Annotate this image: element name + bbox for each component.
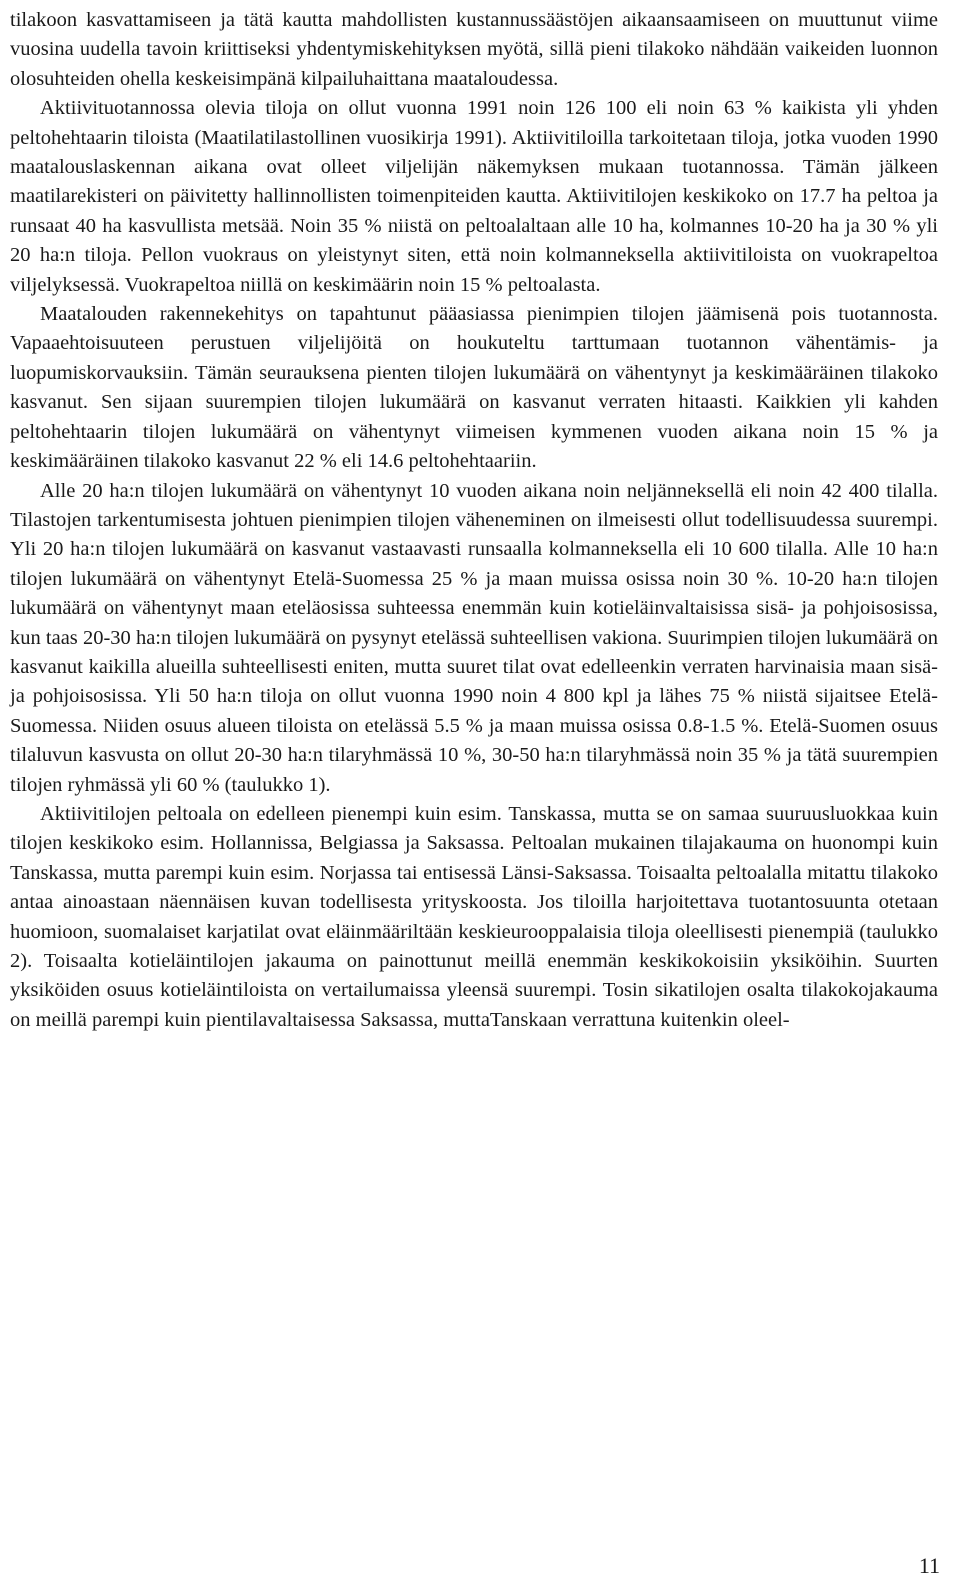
- paragraph-active-farms: Aktiivituotannossa olevia tiloja on ollut vuonna 1991 noin 126 100 eli noin 63 % kaikista yli yhden peltohehtaarin tiloista (Maatilatilastollinen vuosikirja 1991). Aktiivitiloilla tarkoitetaan tiloja, jotka vuoden 1990 maatalouslaskennan aikana ovat olleet viljelijän näkemyksen mukaan tuotannossa. Tämän jälkeen maatilarekisteri on päivitetty hallinnollisten toimenpiteiden kautta. Aktiivitilojen keskikoko on 17.7 ha peltoa ja runsaat 40 ha kasvullista metsää. Noin 35 % niistä on peltoalaltaan alle 10 ha, kolmannes 10-20 ha ja 30 % yli 20 ha:n tiloja. Pellon vuokraus on yleistynyt siten, että noin kolmanneksella aktiivitiloista on vuokrapeltoa viljelyksessä. Vuokrapeltoa niillä on keskimäärin noin 15 % peltoalasta.: [10, 97, 938, 296]
- page-number: 11: [918, 1553, 940, 1578]
- paragraph-farm-counts: Alle 20 ha:n tilojen lukumäärä on vähentynyt 10 vuoden aikana noin neljänneksellä eli noin 42 400 tilalla. Tilastojen tarkentumisesta johtuen pienimpien tilojen väheneminen on ilmeisesti ollut todellisuudessa suurempi. Yli 20 ha:n tilojen lukumäärä on kasvanut vastaavasti runsaalla kolmanneksella eli 10 600 tilalla. Alle 10 ha:n tilojen lukumäärä on vähentynyt Etelä-Suomessa 25 % ja maan muissa osissa noin 30 %. 10-20 ha:n tilojen lukumäärä on vähentynyt maan eteläosissa suhteessa enemmän kuin kotieläinvaltaisissa sisä- ja pohjoisosissa, kun taas 20-30 ha:n tilojen lukumäärä on pysynyt etelässä suhteellisen vakiona. Suurimpien tilojen lukumäärä on kasvanut kaikilla alueilla suhteellisesti eniten, mutta suuret tilat ovat edelleenkin verraten harvinaisia maan sisä- ja pohjoisosissa. Yli 50 ha:n tiloja on ollut vuonna 1990 noin 4 800 kpl ja lähes 75 % niistä sijaitsee Etelä-Suomessa. Niiden osuus alueen tiloista on etelässä 5.5 % ja maan muissa osissa 0.8-1.5 %. Etelä-Suomen osuus tilaluvun kasvusta on ollut 20-30 ha:n tilaryhmässä 10 %, 30-50 ha:n tilaryhmässä noin 35 % ja tätä suurempien tilojen ryhmässä yli 60 % (taulukko 1).: [10, 479, 938, 796]
- document-body: [10, 6, 938, 1035]
- paragraph-continuation: tilakoon kasvattamiseen ja tätä kautta mahdollisten kustannussäästöjen aikaansaamiseen on muuttunut viime vuosina uudella tavoin kriittiseksi yhdentymiskehityksen myötä, sillä pieni tilakoko nähdään vaikeiden luonnon olosuhteiden ohella keskeisimpänä kilpailuhaittana maataloudessa.: [10, 9, 938, 90]
- paragraph-international-comparison: Aktiivitilojen peltoala on edelleen pienempi kuin esim. Tanskassa, mutta se on samaa suuruusluokkaa kuin tilojen keskikoko esim. Hollannissa, Belgiassa ja Saksassa. Peltoalan mukainen tilajakauma on huonompi kuin Tanskassa, mutta parempi kuin esim. Norjassa tai entisessä Länsi-Saksassa. Toisaalta peltoalalla mitattu tilakoko antaa ainoastaan näennäisen kuvan todellisesta yrityskoosta. Jos tiloilla harjoitettava tuotantosuunta otetaan huomioon, suomalaiset karjatilat ovat eläinmääriltään keskieurooppalaisia tiloja oleellisesti pienempiä (taulukko 2). Toisaalta kotieläintilojen jakauma on painottunut meillä enemmän keskikokoisiin yksiköihin. Suurten yksiköiden osuus kotieläintiloista on vertailumaissa yleensä suurempi. Tosin sikatilojen osalta tilakokojakauma on meillä parempi kuin pientilavaltaisessa Saksassa, muttaTanskaan verrattuna kuitenkin oleel-: [10, 802, 938, 1031]
- paragraph-structural-development: Maatalouden rakennekehitys on tapahtunut pääasiassa pienimpien tilojen jäämisenä pois tuotannosta. Vapaaehtoisuuteen perustuen viljelijöitä on houkuteltu tarttumaan tuotannon vähentämis- ja luopumiskorvauksiin. Tämän seurauksena pienten tilojen lukumäärä on vähentynyt ja keskimääräinen tilakoko kasvanut. Sen sijaan suurempien tilojen lukumäärä on kasvanut verraten hitaasti. Kaikkien yli kahden peltohehtaarin tilojen lukumäärä on vähentynyt viimeisen kymmenen vuoden aikana noin 15 % ja keskimääräinen tilakoko kasvanut 22 % eli 14.6 peltohehtaariin.: [10, 303, 938, 473]
